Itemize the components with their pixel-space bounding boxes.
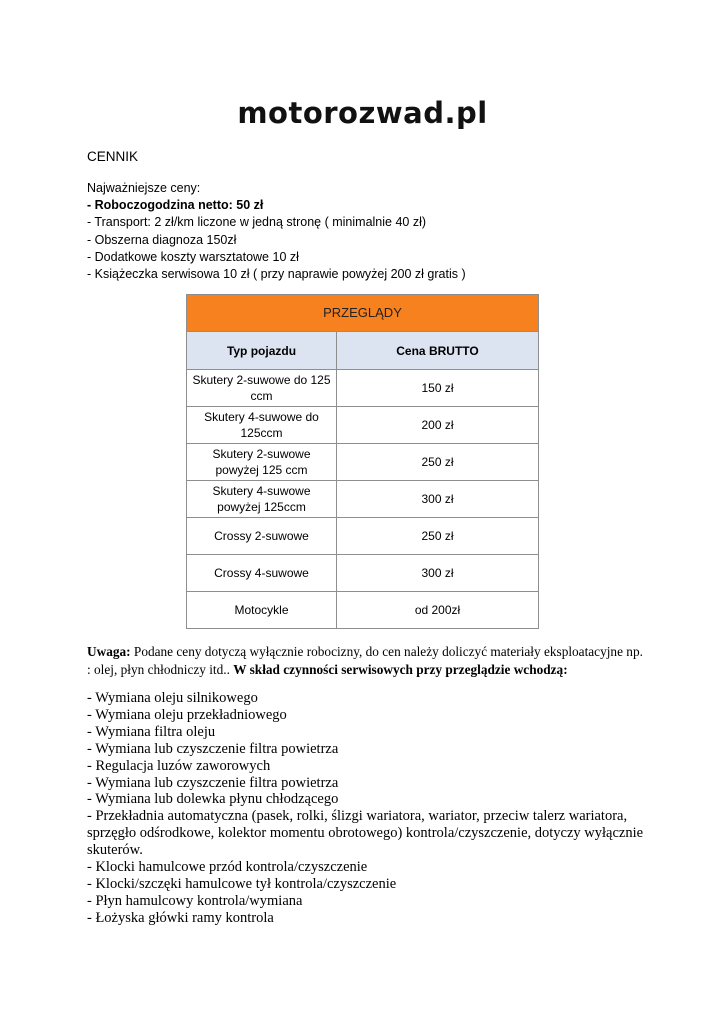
list-item: - Regulacja luzów zaworowych bbox=[87, 757, 271, 774]
list-item: - Wymiana lub czyszczenie filtra powietrza bbox=[87, 774, 339, 791]
site-logo: motorozwad.pl bbox=[237, 96, 488, 130]
vehicle-type-cell: Crossy 2-suwowe bbox=[187, 518, 337, 555]
list-item: - Klocki hamulcowe przód kontrola/czyszczenie bbox=[87, 859, 368, 876]
price-cell: od 200zł bbox=[337, 592, 539, 629]
price-item: - Transport: 2 zł/km liczone w jedną stronę ( minimalnie 40 zł) bbox=[87, 215, 427, 230]
labor-rate: - Roboczogodzina netto: 50 zł bbox=[87, 198, 264, 213]
note-paragraph bbox=[87, 643, 647, 679]
price-item: - Książeczka serwisowa 10 zł ( przy naprawie powyżej 200 zł gratis ) bbox=[87, 267, 466, 282]
vehicle-type-cell: Motocykle bbox=[187, 592, 337, 629]
list-item: - Przekładnia automatyczna (pasek, rolki, ślizgi wariatora, wariator, przeciw talerz wariatora, sprzęgło odśrodkowe, kolektor momentu obrotowego) kontrola/czyszczenie, dotyczy wyłącznie skuterów. bbox=[87, 808, 644, 859]
price-cell: 300 zł bbox=[337, 555, 539, 592]
service-scope-list bbox=[87, 690, 647, 927]
note-label: Uwaga: bbox=[87, 644, 131, 659]
scope-heading: W skład czynności serwisowych przy przeglądzie wchodzą: bbox=[233, 662, 568, 677]
list-item: - Klocki/szczęki hamulcowe tył kontrola/czyszczenie bbox=[87, 875, 397, 892]
price-list bbox=[87, 180, 466, 283]
price-cell: 200 zł bbox=[337, 407, 539, 444]
list-item: - Wymiana lub czyszczenie filtra powietrza bbox=[87, 740, 339, 757]
price-cell: 150 zł bbox=[337, 370, 539, 407]
list-item: - Płyn hamulcowy kontrola/wymiana bbox=[87, 892, 303, 909]
column-header-price: Cena BRUTTO bbox=[337, 332, 539, 370]
note-text: Podane ceny dotyczą wyłącznie robocizny, do cen należy doliczyć materiały eksploatacyjne np. : olej, płyn chłodniczy itd.. bbox=[87, 644, 643, 677]
section-title: CENNIK bbox=[87, 149, 139, 164]
list-item: - Łożyska główki ramy kontrola bbox=[87, 909, 274, 926]
table-row bbox=[187, 481, 539, 518]
price-cell: 300 zł bbox=[337, 481, 539, 518]
table-row bbox=[187, 444, 539, 481]
table-row bbox=[187, 592, 539, 629]
vehicle-type-cell: Skutery 2-suwowe do 125 ccm bbox=[187, 370, 337, 407]
vehicle-type-cell: Skutery 4-suwowe do 125ccm bbox=[187, 407, 337, 444]
table-row bbox=[187, 555, 539, 592]
price-cell: 250 zł bbox=[337, 518, 539, 555]
table-row bbox=[187, 518, 539, 555]
vehicle-type-cell: Skutery 2-suwowe powyżej 125 ccm bbox=[187, 444, 337, 481]
price-cell: 250 zł bbox=[337, 444, 539, 481]
vehicle-type-cell: Skutery 4-suwowe powyżej 125ccm bbox=[187, 481, 337, 518]
list-item: - Wymiana oleju silnikowego bbox=[87, 690, 258, 706]
table-row bbox=[187, 370, 539, 407]
list-item: - Wymiana lub dolewka płynu chłodzącego bbox=[87, 791, 339, 808]
table-title: PRZEGLĄDY bbox=[187, 295, 539, 332]
column-header-type: Typ pojazdu bbox=[187, 332, 337, 370]
list-item: - Wymiana oleju przekładniowego bbox=[87, 706, 287, 723]
list-item: - Wymiana filtra oleju bbox=[87, 723, 216, 740]
price-item: - Obszerna diagnoza 150zł bbox=[87, 232, 237, 247]
inspection-price-table bbox=[186, 294, 539, 629]
price-list-intro: Najważniejsze ceny: bbox=[87, 181, 201, 195]
table-row bbox=[187, 407, 539, 444]
price-item: - Dodatkowe koszty warsztatowe 10 zł bbox=[87, 249, 299, 264]
vehicle-type-cell: Crossy 4-suwowe bbox=[187, 555, 337, 592]
